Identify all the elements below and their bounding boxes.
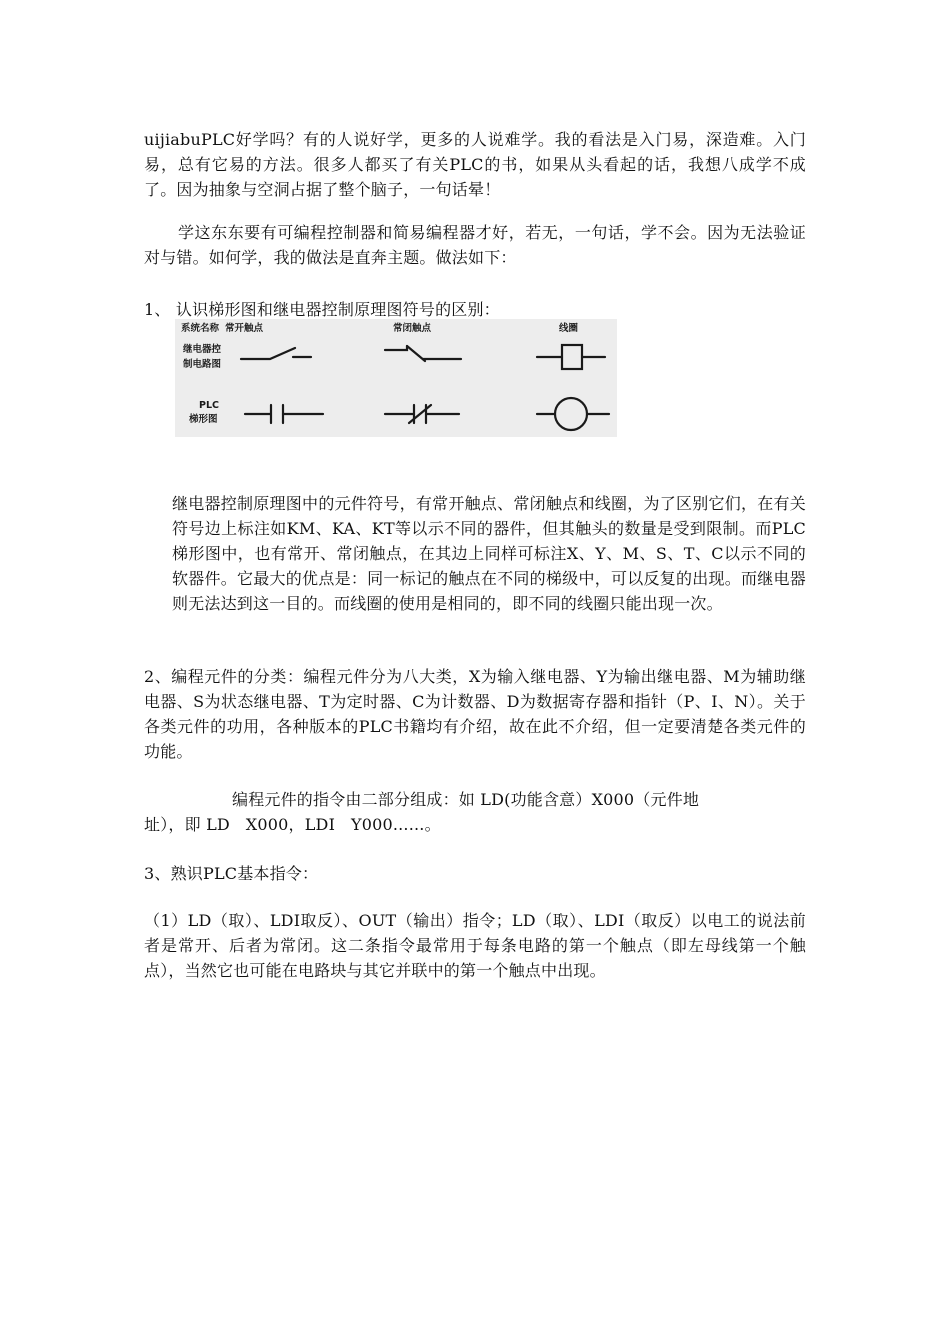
item3-body: （1）LD（取）、LDI取反）、OUT（输出）指令；LD（取）、LDI（取反）以电工的说法前者是常开、后者为常闭。这二条指令最常用于每条电路的第一个触点（即左母线第一个触点），当然它也可能在电路块与其它并联中的第一个触点中出现。 xyxy=(144,911,806,980)
symbol-table-svg xyxy=(175,319,617,437)
symbol-comparison-figure xyxy=(175,319,617,437)
row1-label-line1: 继电器控 xyxy=(183,344,222,355)
plc-normally-open-symbol xyxy=(245,405,323,423)
item2-continuation-line2: 址），即 LD X000，LDI Y000......。 xyxy=(144,815,441,834)
item3-heading: 3、熟识PLC基本指令： xyxy=(144,864,319,883)
header-system-name: 系统名称 xyxy=(181,323,220,334)
intro-paragraph: uijiabuPLC好学吗？有的人说好学，更多的人说难学。我的看法是入门易，深造难。入门易，总有它易的方法。很多人都买了有关PLC的书，如果从头看起的话，我想八成学不成了。因为抽象与空洞占据了整个脑子，一句话晕！ xyxy=(144,130,806,199)
item1-body: 继电器控制原理图中的元件符号，有常开触点、常闭触点和线圈，为了区别它们，在有关符号边上标注如KM、KA、KT等以示不同的器件，但其触头的数量是受到限制。而PLC梯形图中，也有常开、常闭触点，在其边上同样可标注X、Y、M、S、T、C以示不同的软器件。它最大的优点是：同一标记的触点在不同的梯级中，可以反复的出现。而继电器则无法达到这一目的。而线圈的使用是相同的，即不同的线圈只能出现一次。 xyxy=(172,494,806,613)
method-paragraph: 学这东东要有可编程控制器和简易编程器才好，若无，一句话，学不会。因为无法验证对与错。如何学，我的做法是直奔主题。做法如下： xyxy=(144,223,806,267)
relay-normally-open-symbol xyxy=(241,348,311,359)
row2-label-line1: PLC xyxy=(199,400,219,411)
relay-normally-closed-symbol xyxy=(385,346,461,361)
header-normally-open: 常开触点 xyxy=(225,323,264,334)
relay-coil-symbol xyxy=(537,345,605,369)
item2-continuation-line1: 编程元件的指令由二部分组成：如 LD(功能含意）X000（元件地 xyxy=(232,790,700,809)
row1-label-line2: 制电路图 xyxy=(183,359,222,370)
item1-heading: 1、 认识梯形图和继电器控制原理图符号的区别： xyxy=(144,300,500,319)
plc-normally-closed-symbol xyxy=(385,405,459,423)
plc-coil-symbol xyxy=(537,398,609,430)
row2-label-line2: 梯形图 xyxy=(189,414,218,425)
header-normally-closed: 常闭触点 xyxy=(393,323,432,334)
item2-paragraph: 2、编程元件的分类：编程元件分为八大类，X为输入继电器、Y为输出继电器、M为辅助继电器、S为状态继电器、T为定时器、C为计数器、D为数据寄存器和指针（P、I、N）。关于各类元件的功用，各种版本的PLC书籍均有介绍，故在此不介绍，但一定要清楚各类元件的功能。 xyxy=(144,667,806,761)
header-coil: 线圈 xyxy=(559,323,579,334)
